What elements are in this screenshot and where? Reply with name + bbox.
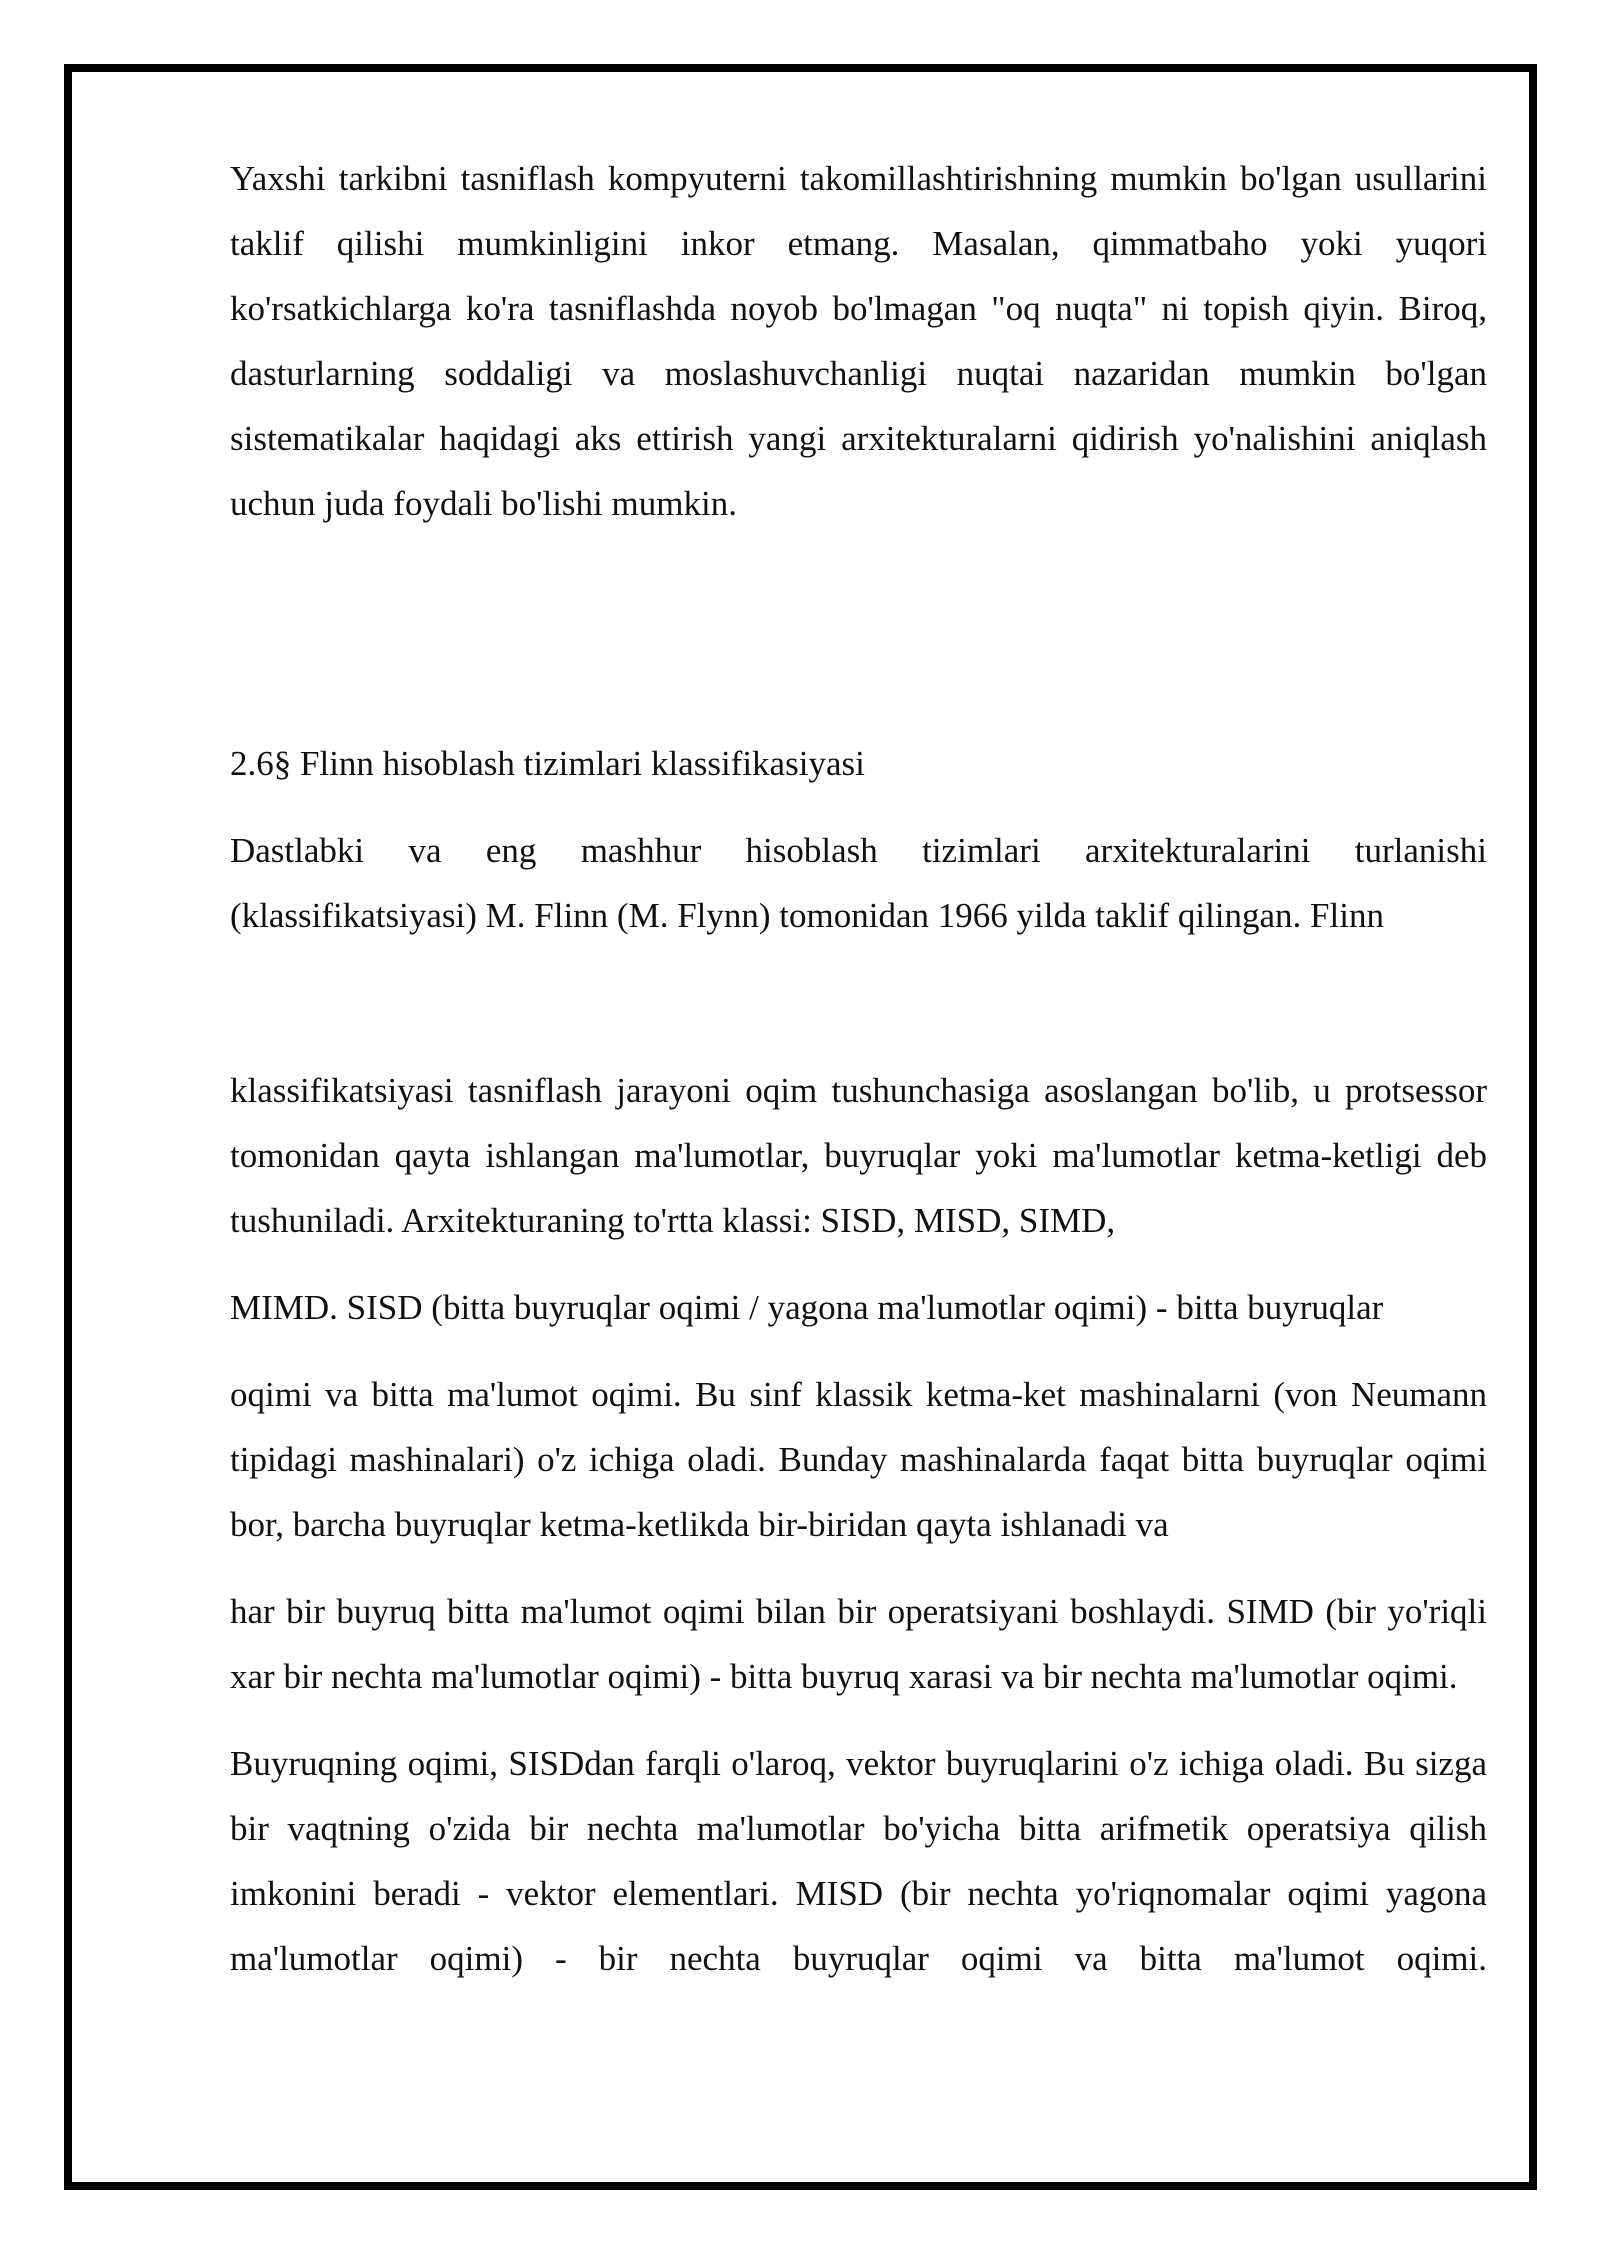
section-heading: 2.6§ Flinn hisoblash tizimlari klassifikasiyasi bbox=[230, 744, 865, 783]
paragraph-flinn-intro: Dastlabki va eng mashhur hisoblash tizimlari arxitekturalarini turlanishi (klassifikatsiyasi) M. Flinn (M. Flynn) tomonidan 1966 yilda taklif qilingan. Flinn bbox=[230, 831, 1487, 935]
paragraph-sisd-description: oqimi va bitta ma'lumot oqimi. Bu sinf klassik ketma-ket mashinalarni (von Neumann tipidagi mashinalari) o'z ichiga oladi. Bunday mashinalarda faqat bitta buyruqlar oqimi bor, barcha buyruqlar ketma-ketlikda bir-biridan qayta ishlanadi va bbox=[230, 1375, 1487, 1544]
document-body bbox=[230, 146, 1487, 1991]
paragraph-intro: Yaxshi tarkibni tasniflash kompyuterni takomillashtirishning mumkin bo'lgan usullarini taklif qilishi mumkinligini inkor etmang. Masalan, qimmatbaho yoki yuqori ko'rsatkichlarga ko'ra tasniflashda noyob bo'lmagan "oq nuqta" ni topish qiyin. Biroq, dasturlarning soddaligi va moslashuvchanligi nuqtai nazaridan mumkin bo'lgan sistematikalar haqidagi aks ettirish yangi arxitekturalarni qidirish yo'nalishini aniqlash uchun juda foydali bo'lishi mumkin. bbox=[230, 159, 1487, 523]
paragraph-mimd-sisd: MIMD. SISD (bitta buyruqlar oqimi / yagona ma'lumotlar oqimi) - bitta buyruqlar bbox=[230, 1288, 1384, 1327]
paragraph-classification: klassifikatsiyasi tasniflash jarayoni oqim tushunchasiga asoslangan bo'lib, u protsessor tomonidan qayta ishlangan ma'lumotlar, buyruqlar yoki ma'lumotlar ketma-ketligi deb tushuniladi. Arxitekturaning to'rtta klassi: SISD, MISD, SIMD, bbox=[230, 1071, 1487, 1240]
paragraph-simd: har bir buyruq bitta ma'lumot oqimi bilan bir operatsiyani boshlaydi. SIMD (bir yo'riqli xar bir nechta ma'lumotlar oqimi) - bitta buyruq xarasi va bir nechta ma'lumotlar oqimi. bbox=[230, 1592, 1487, 1696]
paragraph-misd: Buyruqning oqimi, SISDdan farqli o'laroq, vektor buyruqlarini o'z ichiga oladi. Bu sizga bir vaqtning o'zida bir nechta ma'lumotlar bo'yicha bitta arifmetik operatsiya qilish imkonini beradi - vektor elementlari. MISD (bir nechta yo'riqnomalar oqimi yagona ma'lumotlar oqimi) - bir nechta buyruqlar oqimi va bitta ma'lumot oqimi. bbox=[230, 1744, 1487, 1978]
